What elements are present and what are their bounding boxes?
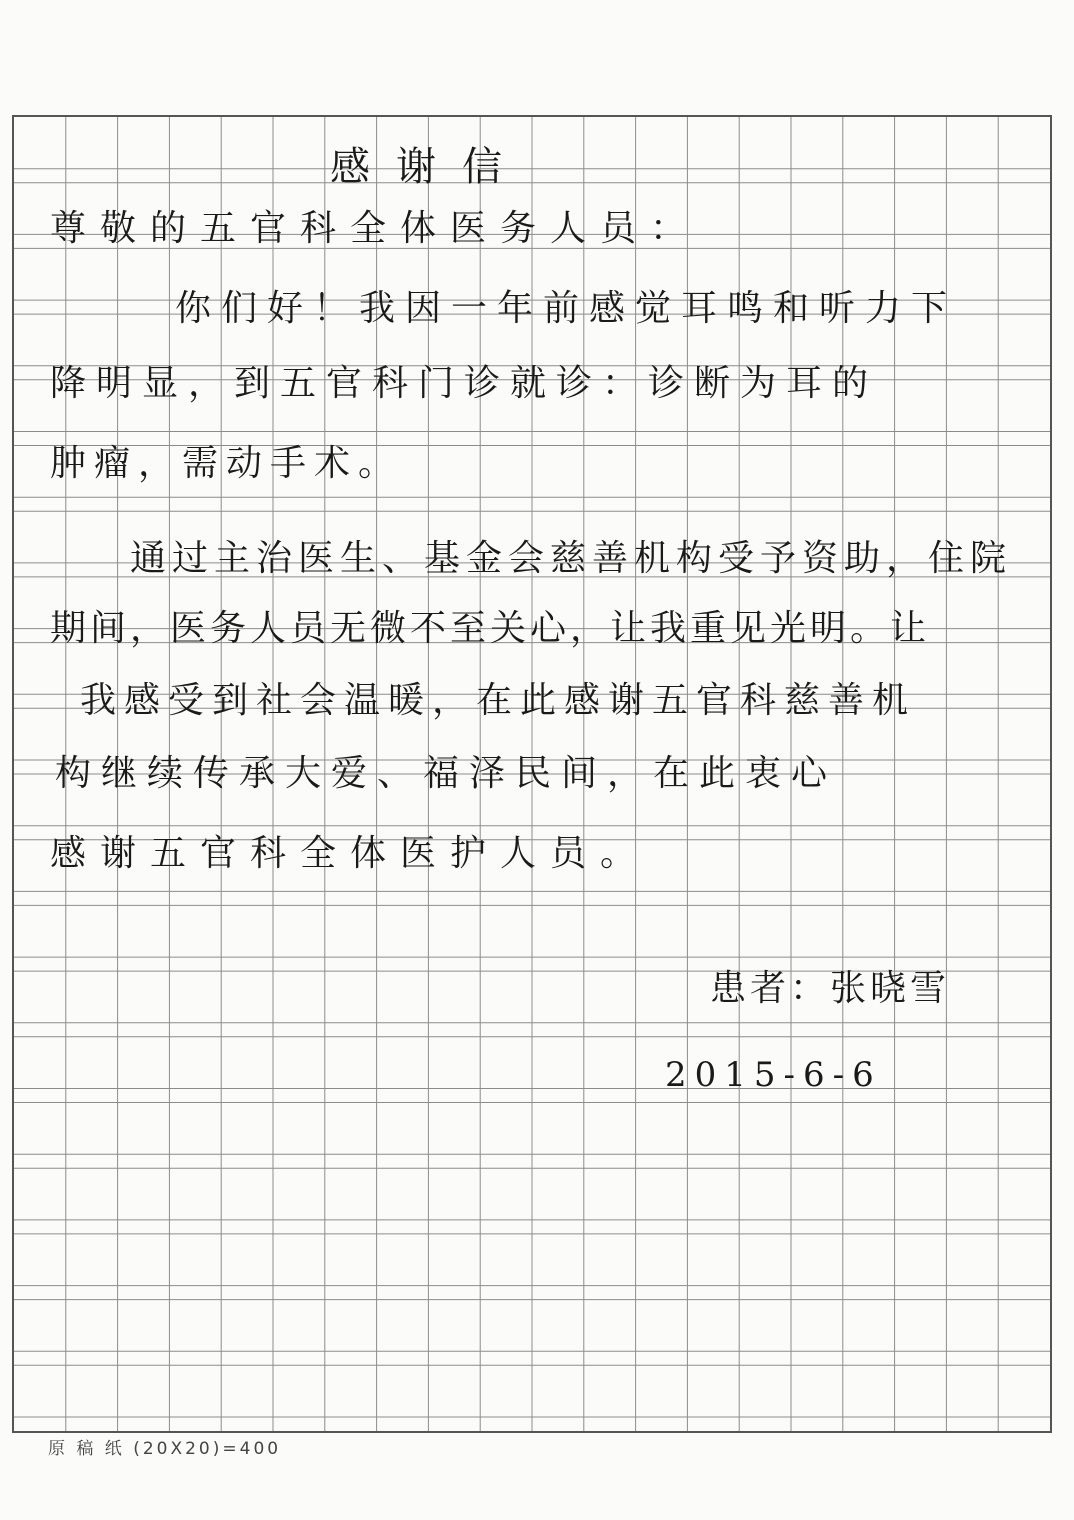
body-line: 我感受到社会温暖，在此感谢五官科慈善机 <box>80 680 917 721</box>
letter-title: 感谢信 <box>330 144 528 190</box>
body-line: 期间，医务人员无微不至关心，让我重见光明。让 <box>50 608 931 649</box>
body-line: 通过主治医生、基金会慈善机构受予资助，住院 <box>130 538 1013 579</box>
body-line: 感谢五官科全体医护人员。 <box>50 833 651 874</box>
body-line: 你们好！我因一年前感觉耳鸣和听力下 <box>175 288 958 329</box>
paper-footer-label: 原 稿 纸 (20X20)=400 <box>48 1439 282 1459</box>
body-line: 降明显，到五官科门诊就诊：诊断为耳的 <box>50 363 879 404</box>
body-line: 肿瘤，需动手术。 <box>50 443 403 484</box>
body-line: 构继续传承大爱、福泽民间，在此衷心 <box>55 753 838 794</box>
letter-salutation: 尊敬的五官科全体医务人员： <box>50 208 701 249</box>
letter-date: 2015-6-6 <box>665 1055 882 1095</box>
signature: 患者：张晓雪 <box>710 968 951 1009</box>
